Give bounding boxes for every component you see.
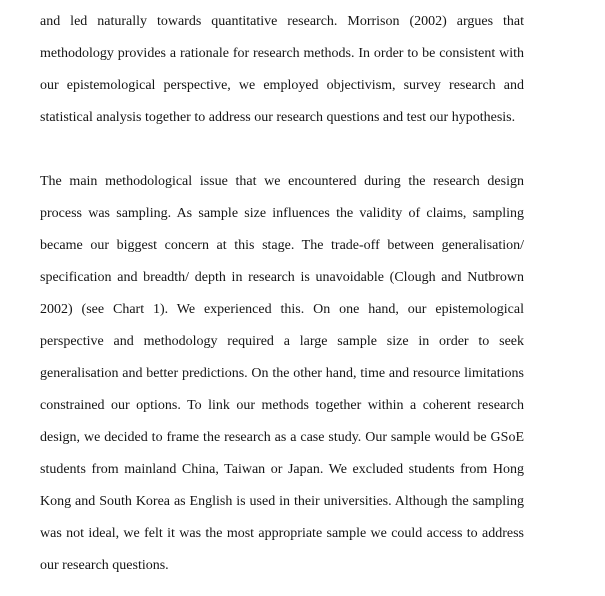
text-line: became our biggest concern at this stage. The trade-off between generalisation/ xyxy=(40,238,524,253)
text-line: and led naturally towards quantitative research. Morrison (2002) argues that xyxy=(40,14,524,29)
paragraph xyxy=(40,6,524,134)
text-line: Kong and South Korea as English is used in their universities. Although the sampling xyxy=(40,494,524,509)
text-line: specification and breadth/ depth in research is unavoidable (Clough and Nutbrown xyxy=(40,270,524,285)
text-line: process was sampling. As sample size influences the validity of claims, sampling xyxy=(40,206,524,221)
text-line: constrained our options. To link our methods together within a coherent research xyxy=(40,398,524,413)
text-line: 2002) (see Chart 1). We experienced this. On one hand, our epistemological xyxy=(40,302,524,317)
text-line: generalisation and better predictions. On the other hand, time and resource limitations xyxy=(40,366,524,381)
text-line: methodology provides a rationale for research methods. In order to be consistent with xyxy=(40,46,524,61)
text-line: students from mainland China, Taiwan or Japan. We excluded students from Hong xyxy=(40,462,524,477)
paragraph xyxy=(40,166,524,582)
text-line: The main methodological issue that we encountered during the research design xyxy=(40,174,524,189)
text-line: design, we decided to frame the research as a case study. Our sample would be GSoE xyxy=(40,430,524,445)
text-line: perspective and methodology required a large sample size in order to seek xyxy=(40,334,524,349)
text-line: was not ideal, we felt it was the most appropriate sample we could access to address xyxy=(40,526,524,541)
text-line: our epistemological perspective, we employed objectivism, survey research and xyxy=(40,78,524,93)
text-line: statistical analysis together to address our research questions and test our hypothesis. xyxy=(40,110,516,125)
text-line: our research questions. xyxy=(40,558,169,573)
